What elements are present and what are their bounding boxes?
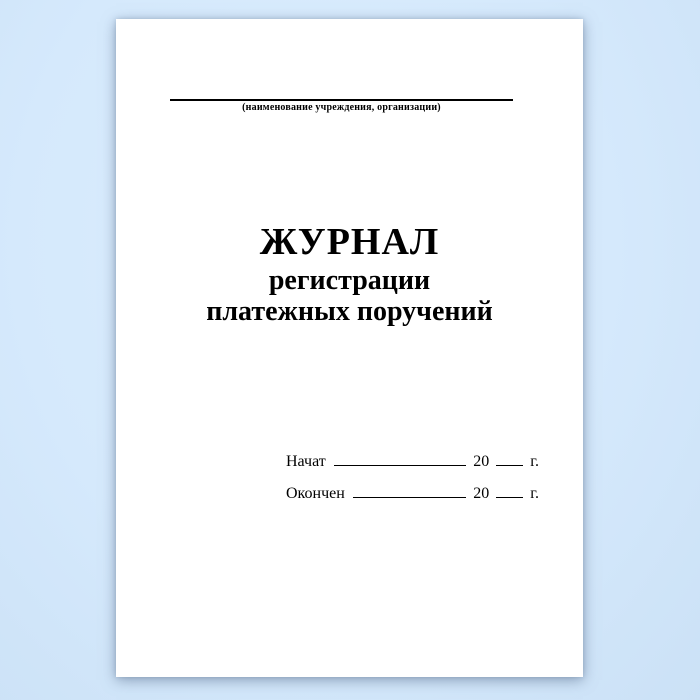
started-label: Начат <box>286 453 326 470</box>
finished-year-prefix: 20 <box>473 485 490 502</box>
started-year-prefix: 20 <box>473 453 490 470</box>
document-page <box>116 19 583 677</box>
started-year-blank-line <box>496 465 523 466</box>
finished-label: Окончен <box>286 485 345 502</box>
started-row <box>286 453 539 471</box>
organization-name-block <box>116 99 583 113</box>
organization-name-blank-line <box>170 99 513 101</box>
document-title-sub-line2: платежных поручений <box>206 296 493 327</box>
title-block <box>116 220 583 327</box>
document-title-sub-line1: регистрации <box>268 265 431 296</box>
started-year-suffix: г. <box>530 453 539 470</box>
finished-row <box>286 485 539 503</box>
finished-date-blank-line <box>353 497 466 498</box>
finished-year-blank-line <box>496 497 523 498</box>
started-date-blank-line <box>334 465 466 466</box>
dates-block <box>286 453 539 503</box>
finished-year-suffix: г. <box>530 485 539 502</box>
organization-name-caption: (наименование учреждения, организации) <box>242 102 441 113</box>
document-title-main: ЖУРНАЛ <box>259 221 440 263</box>
